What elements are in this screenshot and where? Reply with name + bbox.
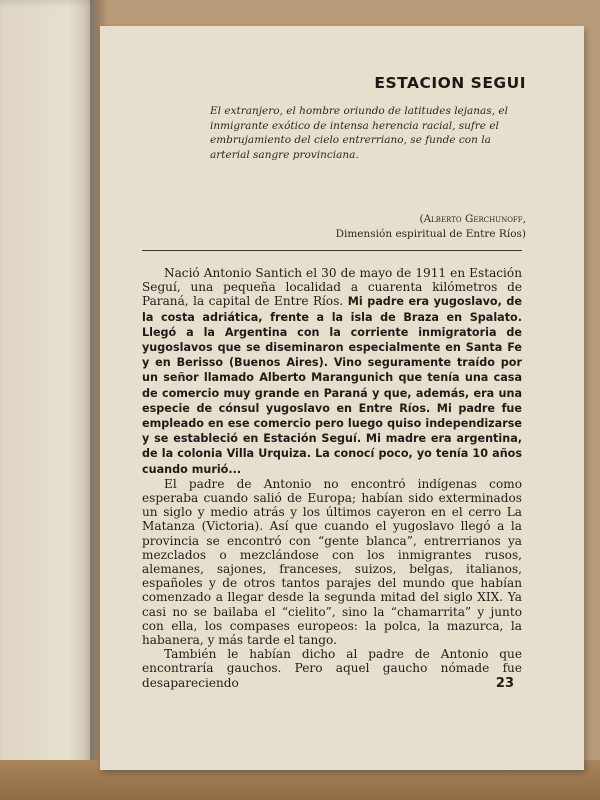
left-page [0, 0, 96, 800]
epigraph-author: (Alberto Gerchunoff, [419, 213, 526, 225]
epigraph [210, 104, 526, 162]
epigraph-source [336, 212, 526, 241]
epigraph-work: Dimensión espiritual de Entre Ríos) [335, 227, 526, 240]
chapter-title: ESTACION SEGUI [374, 74, 526, 92]
epigraph-text: El extranjero, el hombre oriundo de latitudes lejanas, el inmigrante exótico de intensa herencia racial, sufre el embrujamiento del cielo entrerriano, se funde con la arterial sangre provinciana. [210, 105, 508, 161]
page-number: 23 [495, 676, 514, 691]
paragraph [142, 266, 522, 477]
paragraph-intro: Nació Antonio Santich el 30 de mayo de 1911 en Estación Seguí, una pequeña localidad a cuarenta kilómetros de Paraná, la capital de Entre Ríos. [142, 266, 522, 309]
section-divider [142, 250, 522, 251]
quoted-testimony: Mi padre era yugoslavo, de la costa adriática, frente a la isla de Braza en Spalato. Llegó a la Argentina con la corriente inmigratoria de yugoslavos que se diseminaron especialmente en Santa Fe y en Berisso (Buenos Aires). Vino seguramente traído por un señor llamado Alberto Marangunich que tenía una casa de comercio muy grande en Paraná y que, además, era una especie de cónsul yugoslavo en Entre Ríos. Mi padre fue empleado en ese comercio pero luego quiso independizarse y se estableció en Estación Seguí. Mi madre era argentina, de la colonia Villa Urquiza. La conocí poco, yo tenía 10 años cuando murió... [142, 295, 522, 476]
body-text [142, 266, 522, 690]
paragraph: El padre de Antonio no encontró indígenas como esperaba cuando salió de Europa; habían sido exterminados un siglo y medio atrás y los últimos cayeron en el cerro La Matanza (Victoria). Así que cuando el yugoslavo llegó a la provincia se encontró con “gente blanca”, entrerrianos ya mezclados o mezclándose con los inmigrantes rusos, alemanes, sajones, franceses, suizos, belgas, italianos, españoles y de otros tantos parajes del mundo que habían comenzado a llegar desde la segunda mitad del siglo XIX. Ya casi no se bailaba el “cielito”, sino la “chamarrita” y junto con ella, los compases europeos: la polca, la mazurca, la habanera, y más tarde el tango. [142, 476, 522, 648]
paragraph: También le habían dicho al padre de Antonio que encontraría gauchos. Pero aquel gaucho nómade fue desapareciendo [142, 647, 522, 690]
